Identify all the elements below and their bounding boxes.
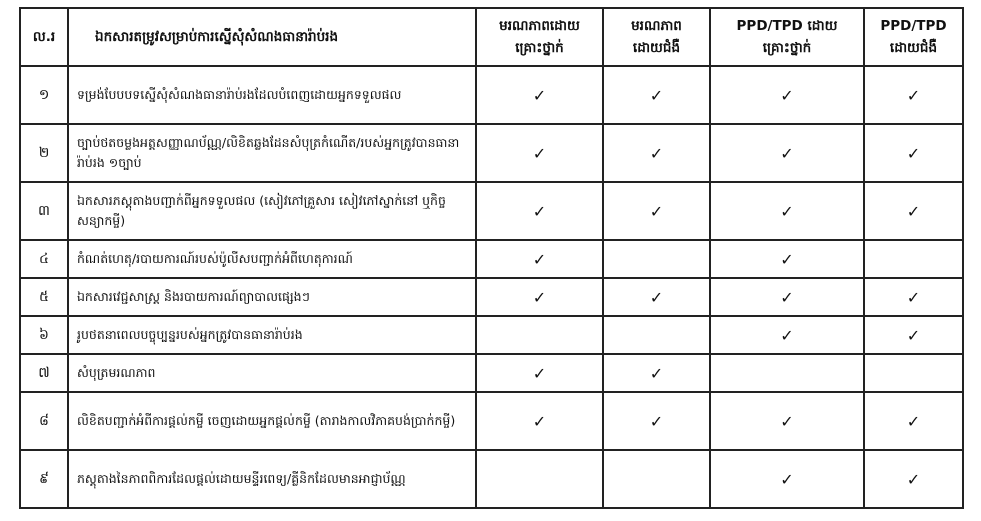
check-cell-illness-death bbox=[603, 316, 710, 354]
check-mark-icon: ✓ bbox=[780, 325, 794, 345]
row-number: ៨ bbox=[20, 392, 68, 450]
check-cell-accidental-ppd-tpd bbox=[710, 392, 864, 450]
check-mark-icon: ✓ bbox=[532, 201, 547, 221]
header-row bbox=[20, 8, 963, 66]
table-row bbox=[20, 392, 963, 450]
check-cell-accidental-death bbox=[476, 278, 603, 316]
check-mark-icon: ✓ bbox=[649, 85, 664, 105]
requirements-table bbox=[19, 7, 964, 509]
header-illness-death bbox=[603, 8, 710, 66]
table-row bbox=[20, 354, 963, 392]
header-illness-death-line2: ដោយជំងឺ bbox=[632, 40, 681, 56]
check-cell-illness-death bbox=[603, 354, 710, 392]
header-illness-ppd-tpd-line1: PPD/TPD bbox=[880, 18, 947, 34]
document-requirement: កំណត់ហេតុ/របាយការណ៍របស់ប៉ូលីសបញ្ជាក់អំពីហេតុការណ៍ bbox=[68, 240, 476, 278]
check-mark-icon: ✓ bbox=[780, 85, 794, 105]
row-number: ៧ bbox=[20, 354, 68, 392]
table-row bbox=[20, 240, 963, 278]
check-mark-icon: ✓ bbox=[780, 411, 794, 431]
check-cell-accidental-ppd-tpd bbox=[710, 240, 864, 278]
check-mark-icon: ✓ bbox=[780, 201, 794, 221]
header-illness-ppd-tpd bbox=[864, 8, 963, 66]
document-requirement: លិខិតបញ្ជាក់អំពីការផ្តល់កម្ចី ចេញដោយអ្នកផ្តល់កម្ចី (តារាងកាលវិភាគបង់ប្រាក់កម្ចី) bbox=[68, 392, 476, 450]
check-mark-icon: ✓ bbox=[906, 85, 921, 105]
header-accidental-death-line2: គ្រោះថ្នាក់ bbox=[515, 40, 564, 56]
check-mark-icon: ✓ bbox=[532, 249, 547, 269]
check-cell-accidental-ppd-tpd bbox=[710, 66, 864, 124]
check-mark-icon: ✓ bbox=[906, 411, 921, 431]
header-illness-death-line1: មរណភាព bbox=[631, 18, 682, 34]
check-cell-illness-death bbox=[603, 392, 710, 450]
check-cell-illness-ppd-tpd bbox=[864, 450, 963, 508]
check-mark-icon: ✓ bbox=[532, 143, 547, 163]
document-requirement: រូបថតនាពេលបច្ចុប្បន្នរបស់អ្នកត្រូវបានធានារ៉ាប់រង bbox=[68, 316, 476, 354]
document-requirement: សំបុត្រមរណភាព bbox=[68, 354, 476, 392]
row-number: ២ bbox=[20, 124, 68, 182]
header-accidental-ppd-tpd bbox=[710, 8, 864, 66]
check-cell-illness-death bbox=[603, 240, 710, 278]
row-number: ៤ bbox=[20, 240, 68, 278]
table-row bbox=[20, 182, 963, 240]
header-accidental-death bbox=[476, 8, 603, 66]
header-document: ឯកសារតម្រូវសម្រាប់ការស្នើសុំសំណងធានារ៉ាប់រង bbox=[68, 8, 476, 66]
document-requirement: ឯកសារវេជ្ជសាស្ត្រ និងរបាយការណ៍ព្យាបាលផ្សេងៗ bbox=[68, 278, 476, 316]
check-cell-illness-death bbox=[603, 66, 710, 124]
table-row bbox=[20, 278, 963, 316]
check-cell-illness-death bbox=[603, 450, 710, 508]
check-mark-icon: ✓ bbox=[780, 469, 794, 489]
check-cell-accidental-death bbox=[476, 124, 603, 182]
check-cell-illness-ppd-tpd bbox=[864, 392, 963, 450]
check-cell-accidental-death bbox=[476, 240, 603, 278]
check-mark-icon: ✓ bbox=[906, 325, 921, 345]
check-mark-icon: ✓ bbox=[906, 143, 921, 163]
check-mark-icon: ✓ bbox=[532, 411, 547, 431]
table-row bbox=[20, 66, 963, 124]
check-mark-icon: ✓ bbox=[649, 143, 664, 163]
header-accidental-ppd-tpd-line1: PPD/TPD ដោយ bbox=[736, 18, 838, 34]
header-accidental-death-line1: មរណភាពដោយ bbox=[499, 18, 580, 34]
check-mark-icon: ✓ bbox=[780, 287, 794, 307]
check-mark-icon: ✓ bbox=[532, 287, 547, 307]
check-cell-accidental-ppd-tpd bbox=[710, 450, 864, 508]
check-cell-illness-ppd-tpd bbox=[864, 66, 963, 124]
table-row bbox=[20, 316, 963, 354]
check-cell-illness-ppd-tpd bbox=[864, 124, 963, 182]
check-mark-icon: ✓ bbox=[906, 469, 921, 489]
check-cell-accidental-death bbox=[476, 182, 603, 240]
header-accidental-ppd-tpd-line2: គ្រោះថ្នាក់ bbox=[762, 40, 812, 56]
check-cell-accidental-ppd-tpd bbox=[710, 278, 864, 316]
table-row bbox=[20, 450, 963, 508]
document-requirement: ឯកសារភស្តុតាងបញ្ជាក់ពីអ្នកទទួលផល (សៀវភៅគ្រួសារ សៀវភៅស្នាក់នៅ ឬកិច្ចសន្យាកម្ចី) bbox=[68, 182, 476, 240]
header-illness-ppd-tpd-line2: ដោយជំងឺ bbox=[889, 40, 938, 56]
check-mark-icon: ✓ bbox=[906, 287, 921, 307]
check-mark-icon: ✓ bbox=[649, 287, 664, 307]
check-cell-illness-death bbox=[603, 182, 710, 240]
row-number: ៩ bbox=[20, 450, 68, 508]
check-mark-icon: ✓ bbox=[649, 363, 664, 383]
check-cell-accidental-ppd-tpd bbox=[710, 124, 864, 182]
check-cell-illness-death bbox=[603, 124, 710, 182]
check-cell-accidental-death bbox=[476, 450, 603, 508]
check-cell-accidental-ppd-tpd bbox=[710, 316, 864, 354]
check-cell-illness-ppd-tpd bbox=[864, 240, 963, 278]
document-requirement: ភស្តុតាងនៃភាពពិការដែលផ្តល់ដោយមន្ទីរពេទ្យ/គ្លីនិកដែលមានអាជ្ញាប័ណ្ណ bbox=[68, 450, 476, 508]
row-number: ៦ bbox=[20, 316, 68, 354]
check-cell-accidental-death bbox=[476, 316, 603, 354]
check-cell-accidental-death bbox=[476, 66, 603, 124]
row-number: ៣ bbox=[20, 182, 68, 240]
check-cell-illness-death bbox=[603, 278, 710, 316]
check-cell-accidental-ppd-tpd bbox=[710, 354, 864, 392]
check-mark-icon: ✓ bbox=[649, 411, 664, 431]
check-mark-icon: ✓ bbox=[780, 143, 794, 163]
check-cell-illness-ppd-tpd bbox=[864, 278, 963, 316]
check-cell-accidental-ppd-tpd bbox=[710, 182, 864, 240]
table-row bbox=[20, 124, 963, 182]
check-mark-icon: ✓ bbox=[532, 363, 547, 383]
check-cell-illness-ppd-tpd bbox=[864, 182, 963, 240]
check-mark-icon: ✓ bbox=[532, 85, 547, 105]
document-requirement: ច្បាប់ថតចម្លងអត្តសញ្ញាណប័ណ្ណ/លិខិតឆ្លងដែនសំបុត្រកំណើត/របស់អ្នកត្រូវបានធានារ៉ាប់រង ១ច្បាប់ bbox=[68, 124, 476, 182]
check-mark-icon: ✓ bbox=[780, 249, 794, 269]
check-mark-icon: ✓ bbox=[649, 201, 664, 221]
check-cell-accidental-death bbox=[476, 354, 603, 392]
check-cell-illness-ppd-tpd bbox=[864, 316, 963, 354]
document-requirement: ទម្រង់បែបបទស្នើសុំសំណងធានារ៉ាប់រងដែលបំពេញដោយអ្នកទទួលផល bbox=[68, 66, 476, 124]
row-number: ៥ bbox=[20, 278, 68, 316]
header-no: ល.រ bbox=[20, 8, 68, 66]
check-cell-accidental-death bbox=[476, 392, 603, 450]
check-mark-icon: ✓ bbox=[906, 201, 921, 221]
row-number: ១ bbox=[20, 66, 68, 124]
check-cell-illness-ppd-tpd bbox=[864, 354, 963, 392]
